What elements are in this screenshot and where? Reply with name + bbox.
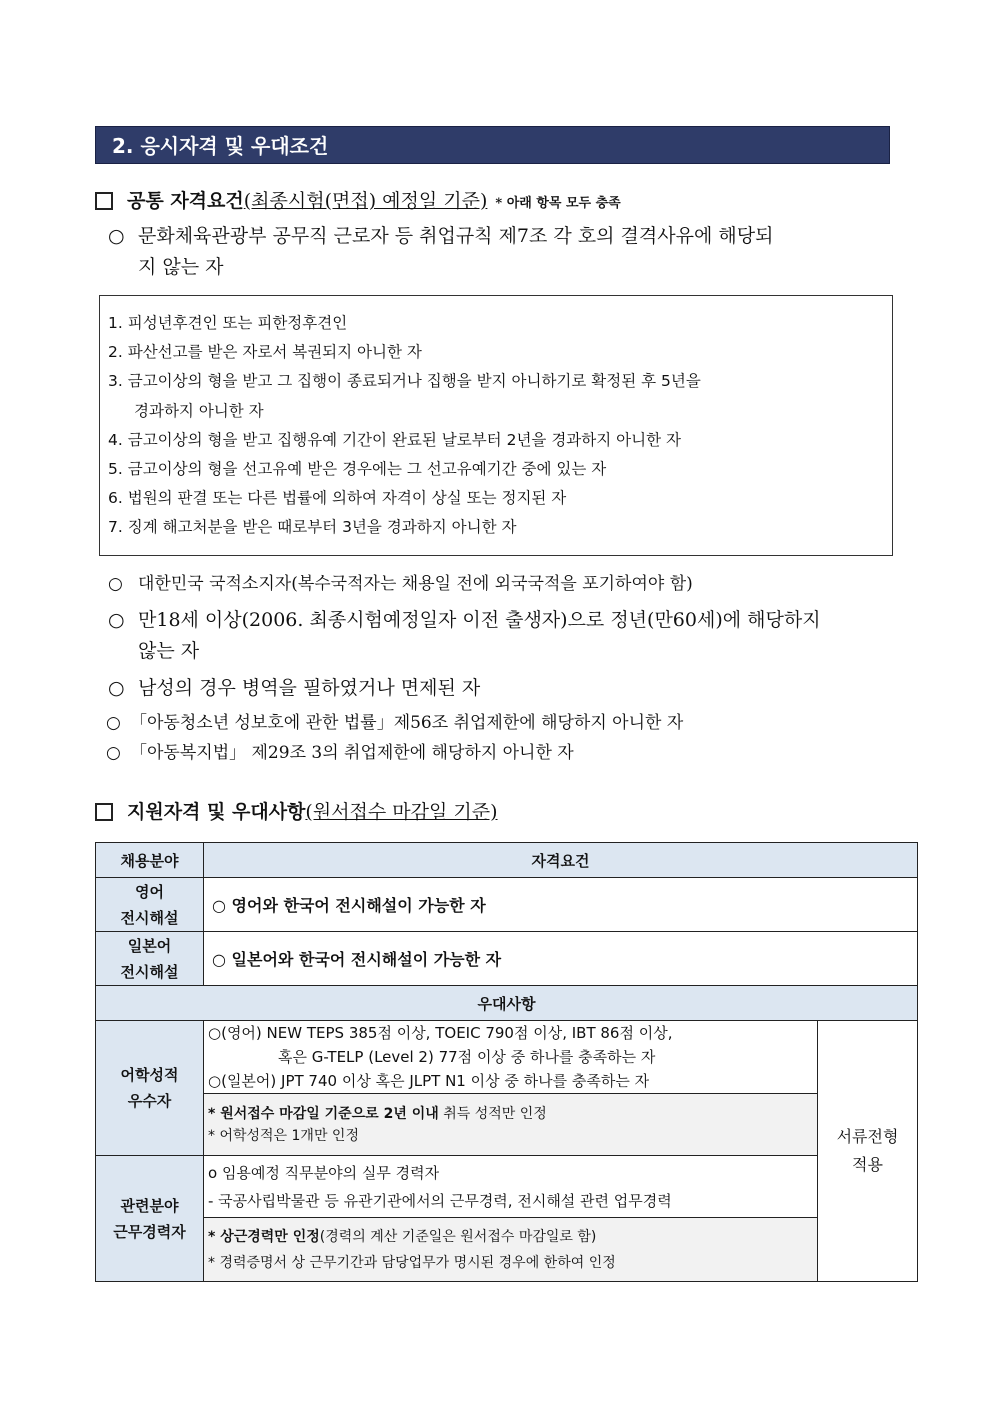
table-row [96, 1218, 918, 1282]
bullet-age [108, 605, 898, 667]
requirement-japanese: ○ 일본어와 한국어 전시해설이 가능한 자 [204, 932, 918, 986]
support-requirements-heading [95, 797, 498, 824]
table-row [96, 932, 918, 986]
bullet-text-cont: 않는 자 [138, 640, 200, 662]
note-bold: * 상근경력만 인정 [208, 1228, 320, 1245]
bullet-youth-protection [106, 708, 896, 739]
qualification-table [95, 842, 918, 1282]
career-details [204, 1156, 818, 1218]
list-item: 3. 금고이상의 형을 받고 그 집행이 종료되거나 집행을 받지 아니하기로 확정된 후 5년을 [108, 372, 701, 391]
table-row [96, 1094, 918, 1156]
table-row [96, 1156, 918, 1218]
bullet-text: 만18세 이상(2006. 최종시험예정일자 이전 출생자)으로 정년(만60세)에 해당하지 [138, 609, 821, 631]
bullet-text: 「아동청소년 성보호에 관한 법률」제56조 취업제한에 해당하지 아니한 자 [130, 713, 684, 733]
note-text: 취득 성적만 인정 [438, 1105, 547, 1122]
language-notes [204, 1094, 818, 1156]
support-heading-bold: 지원자격 및 우대사항 [127, 801, 306, 823]
document-screening-apply [818, 1021, 918, 1282]
checkbox-square-icon [95, 803, 113, 821]
checkbox-square-icon [95, 192, 113, 210]
bullet-mark: ○ [108, 609, 125, 631]
bullet-mark: ○ [108, 574, 123, 594]
list-item: 7. 징계 해고처분을 받은 때로부터 3년을 경과하지 아니한 자 [108, 518, 517, 537]
bullet-nationality [108, 569, 898, 600]
table-row [96, 1021, 918, 1094]
col-header-field: 채용분야 [96, 843, 204, 878]
note-bold: * 원서접수 마감일 기준으로 2년 이내 [208, 1105, 439, 1122]
pref-label: 어학성적 [120, 1066, 179, 1084]
bullet-text: 「아동복지법」 제29조 3의 취업제한에 해당하지 아니한 자 [130, 743, 574, 763]
language-line: ○(영어) NEW TEPS 385점 이상, TOEIC 790점 이상, IBT 86점 이상, [208, 1024, 673, 1042]
col-header-requirements: 자격요건 [204, 843, 918, 878]
apply-label: 서류전형 [836, 1127, 899, 1146]
requirement-english: ○ 영어와 한국어 전시해설이 가능한 자 [204, 878, 918, 932]
career-line: - 국공사립박물관 등 유관기관에서의 근무경력, 전시해설 관련 업무경력 [208, 1191, 672, 1210]
field-label: 영어 [135, 882, 164, 901]
bullet-mark: ○ [108, 677, 125, 699]
field-english [96, 878, 204, 932]
apply-label: 적용 [852, 1155, 883, 1174]
bullet-disqualification [108, 221, 898, 283]
list-item: 4. 금고이상의 형을 받고 집행유예 기간이 완료된 날로부터 2년을 경과하지 아니한 자 [108, 430, 681, 449]
bullet-text: 대한민국 국적소지자(복수국적자는 채용일 전에 외국국적을 포기하여야 함) [138, 574, 693, 594]
language-scores [204, 1021, 818, 1094]
bullet-mark: ○ [108, 225, 125, 247]
bullet-child-welfare [106, 738, 896, 769]
list-item: 5. 금고이상의 형을 선고유예 받은 경우에는 그 선고유예기간 중에 있는 자 [108, 460, 607, 479]
field-label: 전시해설 [120, 908, 179, 927]
note-text: * 어학성적은 1개만 인정 [208, 1127, 359, 1144]
common-requirements-heading [95, 186, 621, 213]
field-label: 일본어 [127, 936, 172, 955]
preference-header-row [96, 986, 918, 1021]
bullet-text-cont: 지 않는 자 [138, 256, 224, 278]
list-item: 1. 피성년후견인 또는 피한정후견인 [108, 314, 348, 332]
bullet-mark: ○ [106, 713, 121, 733]
preference-career [96, 1156, 204, 1282]
language-line: 혹은 G-TELP (Level 2) 77점 이상 중 하나를 충족하는 자 [278, 1048, 656, 1066]
list-item: 2. 파산선고를 받은 자로서 복권되지 아니한 자 [108, 343, 422, 362]
preference-header: 우대사항 [96, 986, 918, 1021]
table-header-row [96, 843, 918, 878]
disqualification-list-box [99, 295, 893, 556]
common-heading-bold: 공통 자격요건 [127, 190, 244, 212]
bullet-text: 문화체육관광부 공무직 근로자 등 취업규칙 제7조 각 호의 결격사유에 해당되 [138, 225, 774, 247]
preference-language [96, 1021, 204, 1156]
list-item: 6. 법원의 판결 또는 다른 법률에 의하여 자격이 상실 또는 정지된 자 [108, 489, 567, 508]
field-japanese [96, 932, 204, 986]
bullet-military [108, 673, 898, 704]
common-heading-note: * 아래 항목 모두 충족 [495, 196, 621, 211]
note-text: (경력의 계산 기준일은 원서접수 마감일로 함) [319, 1228, 597, 1245]
language-line: ○(일본어) JPT 740 이상 혹은 JLPT N1 이상 중 하나를 충족하는 자 [208, 1072, 650, 1090]
pref-label: 근무경력자 [113, 1222, 186, 1241]
section-title: 2. 응시자격 및 우대조건 [95, 126, 890, 164]
bullet-mark: ○ [106, 743, 121, 763]
field-label: 전시해설 [120, 962, 179, 981]
table-row [96, 878, 918, 932]
support-heading-basis: (원서접수 마감일 기준) [305, 801, 498, 823]
career-line: o 임용예정 직무분야의 실무 경력자 [208, 1163, 440, 1182]
note-text: * 경력증명서 상 근무기간과 담당업무가 명시된 경우에 한하여 인정 [208, 1254, 616, 1271]
career-notes [204, 1218, 818, 1282]
pref-label: 관련분야 [120, 1196, 179, 1215]
pref-label: 우수자 [127, 1092, 172, 1110]
common-heading-basis: (최종시험(면접) 예정일 기준) [243, 190, 488, 212]
list-item-cont: 경과하지 아니한 자 [134, 401, 264, 420]
bullet-text: 남성의 경우 병역을 필하였거나 면제된 자 [138, 677, 481, 699]
